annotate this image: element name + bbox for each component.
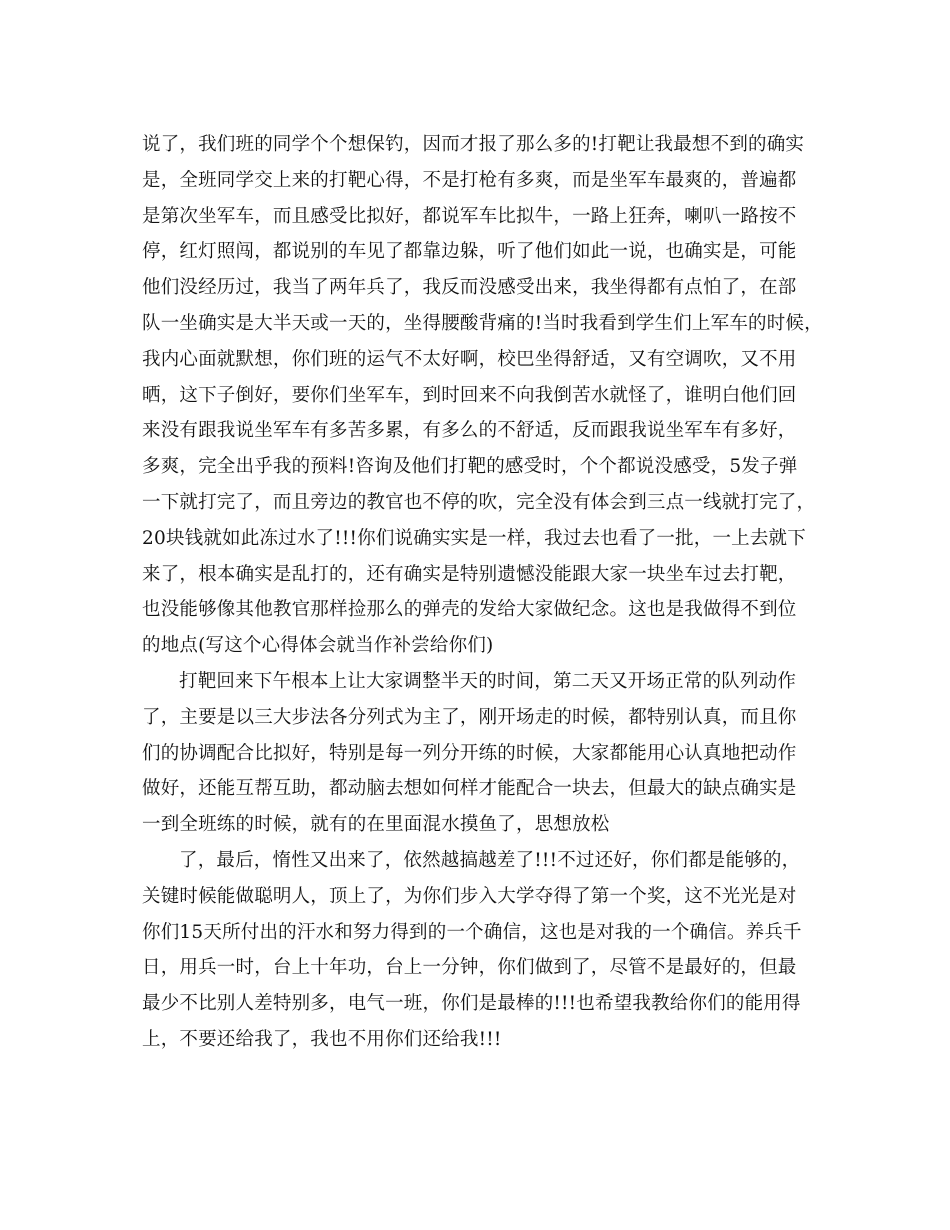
- text-line: 我内心面就默想，你们班的运气不太好啊，校巴坐得舒适，又有空调吹，又不用: [142, 348, 797, 370]
- text-line: 们的协调配合比拟好，特别是每一列分开练的时候，大家都能用心认真地把动作: [142, 742, 797, 764]
- text-line: 停，红灯照闯，都说别的车见了都靠边躲，听了他们如此一说，也确实是，可能: [142, 241, 797, 263]
- text-line: 他们没经历过，我当了两年兵了，我反而没感受出来，我坐得都有点怕了，在部: [142, 277, 797, 299]
- text-line: 一下就打完了，而且旁边的教官也不停的吹，完全没有体会到三点一线就打完了，: [142, 491, 816, 513]
- text-line: 说了，我们班的同学个个想保钓，因而才报了那么多的!打靶让我最想不到的确实: [142, 134, 805, 155]
- text-line: 你们15天所付出的汗水和努力得到的一个确信，这也是对我的一个确信。养兵千: [142, 921, 802, 943]
- paragraph-start-line: 了，最后，惰性又出来了，依然越搞越差了!!!不过还好，你们都是能够的，: [179, 849, 801, 871]
- text-line: 做好，还能互帮互助，都动脑去想如何样才能配合一块去，但最大的缺点确实是: [142, 778, 797, 800]
- text-line: 了，主要是以三大步法各分列式为主了，刚开场走的时候，都特别认真，而且你: [142, 706, 797, 728]
- text-line: 关键时候能做聪明人，顶上了，为你们步入大学夺得了第一个奖，这不光光是对: [142, 885, 797, 907]
- text-line: 也没能够像其他教官那样捡那么的弹壳的发给大家做纪念。这也是我做得不到位: [142, 599, 797, 621]
- text-line: 晒，这下子倒好，要你们坐军车，到时回来不向我倒苦水就怪了，谁明白他们回: [142, 384, 797, 406]
- text-line: 20块钱就如此冻过水了!!!你们说确实实是一样，我过去也看了一批，一上去就下: [142, 527, 806, 549]
- text-line: 最少不比别人差特别多，电气一班，你们是最棒的!!!也希望我教给你们的能用得: [142, 993, 801, 1015]
- text-line: 队一坐确实是大半天或一天的，坐得腰酸背痛的!当时我看到学生们上军车的时候，: [142, 312, 823, 334]
- paragraph-start-line: 打靶回来下午根本上让大家调整半天的时间，第二天又开场正常的队列动作: [179, 670, 797, 692]
- text-line: 日，用兵一时，台上十年功，台上一分钟，你们做到了，尽管不是最好的，但最: [142, 957, 797, 979]
- text-line: 来没有跟我说坐军车有多苦多累，有多么的不舒适，反而跟我说坐军车有多好，: [142, 420, 797, 442]
- body-text: [142, 127, 822, 1058]
- text-line: 多爽，完全出乎我的预料!咨询及他们打靶的感受时，个个都说没感受，5发子弹: [142, 456, 798, 478]
- text-line: 一到全班练的时候，就有的在里面混水摸鱼了，思想放松: [142, 814, 610, 836]
- text-line: 来了，根本确实是乱打的，还有确实是特别遗憾没能跟大家一块坐车过去打靶，: [142, 563, 797, 585]
- text-line: 的地点(写这个心得体会就当作补尝给你们): [142, 635, 494, 657]
- text-line: 是第次坐军车，而且感受比拟好，都说军车比拟牛，一路上狂奔，喇叭一路按不: [142, 205, 797, 227]
- text-line: 是，全班同学交上来的打靶心得，不是打枪有多爽，而是坐军车最爽的，普遍都: [142, 169, 797, 191]
- text-line: 上，不要还给我了，我也不用你们还给我!!!: [142, 1028, 502, 1050]
